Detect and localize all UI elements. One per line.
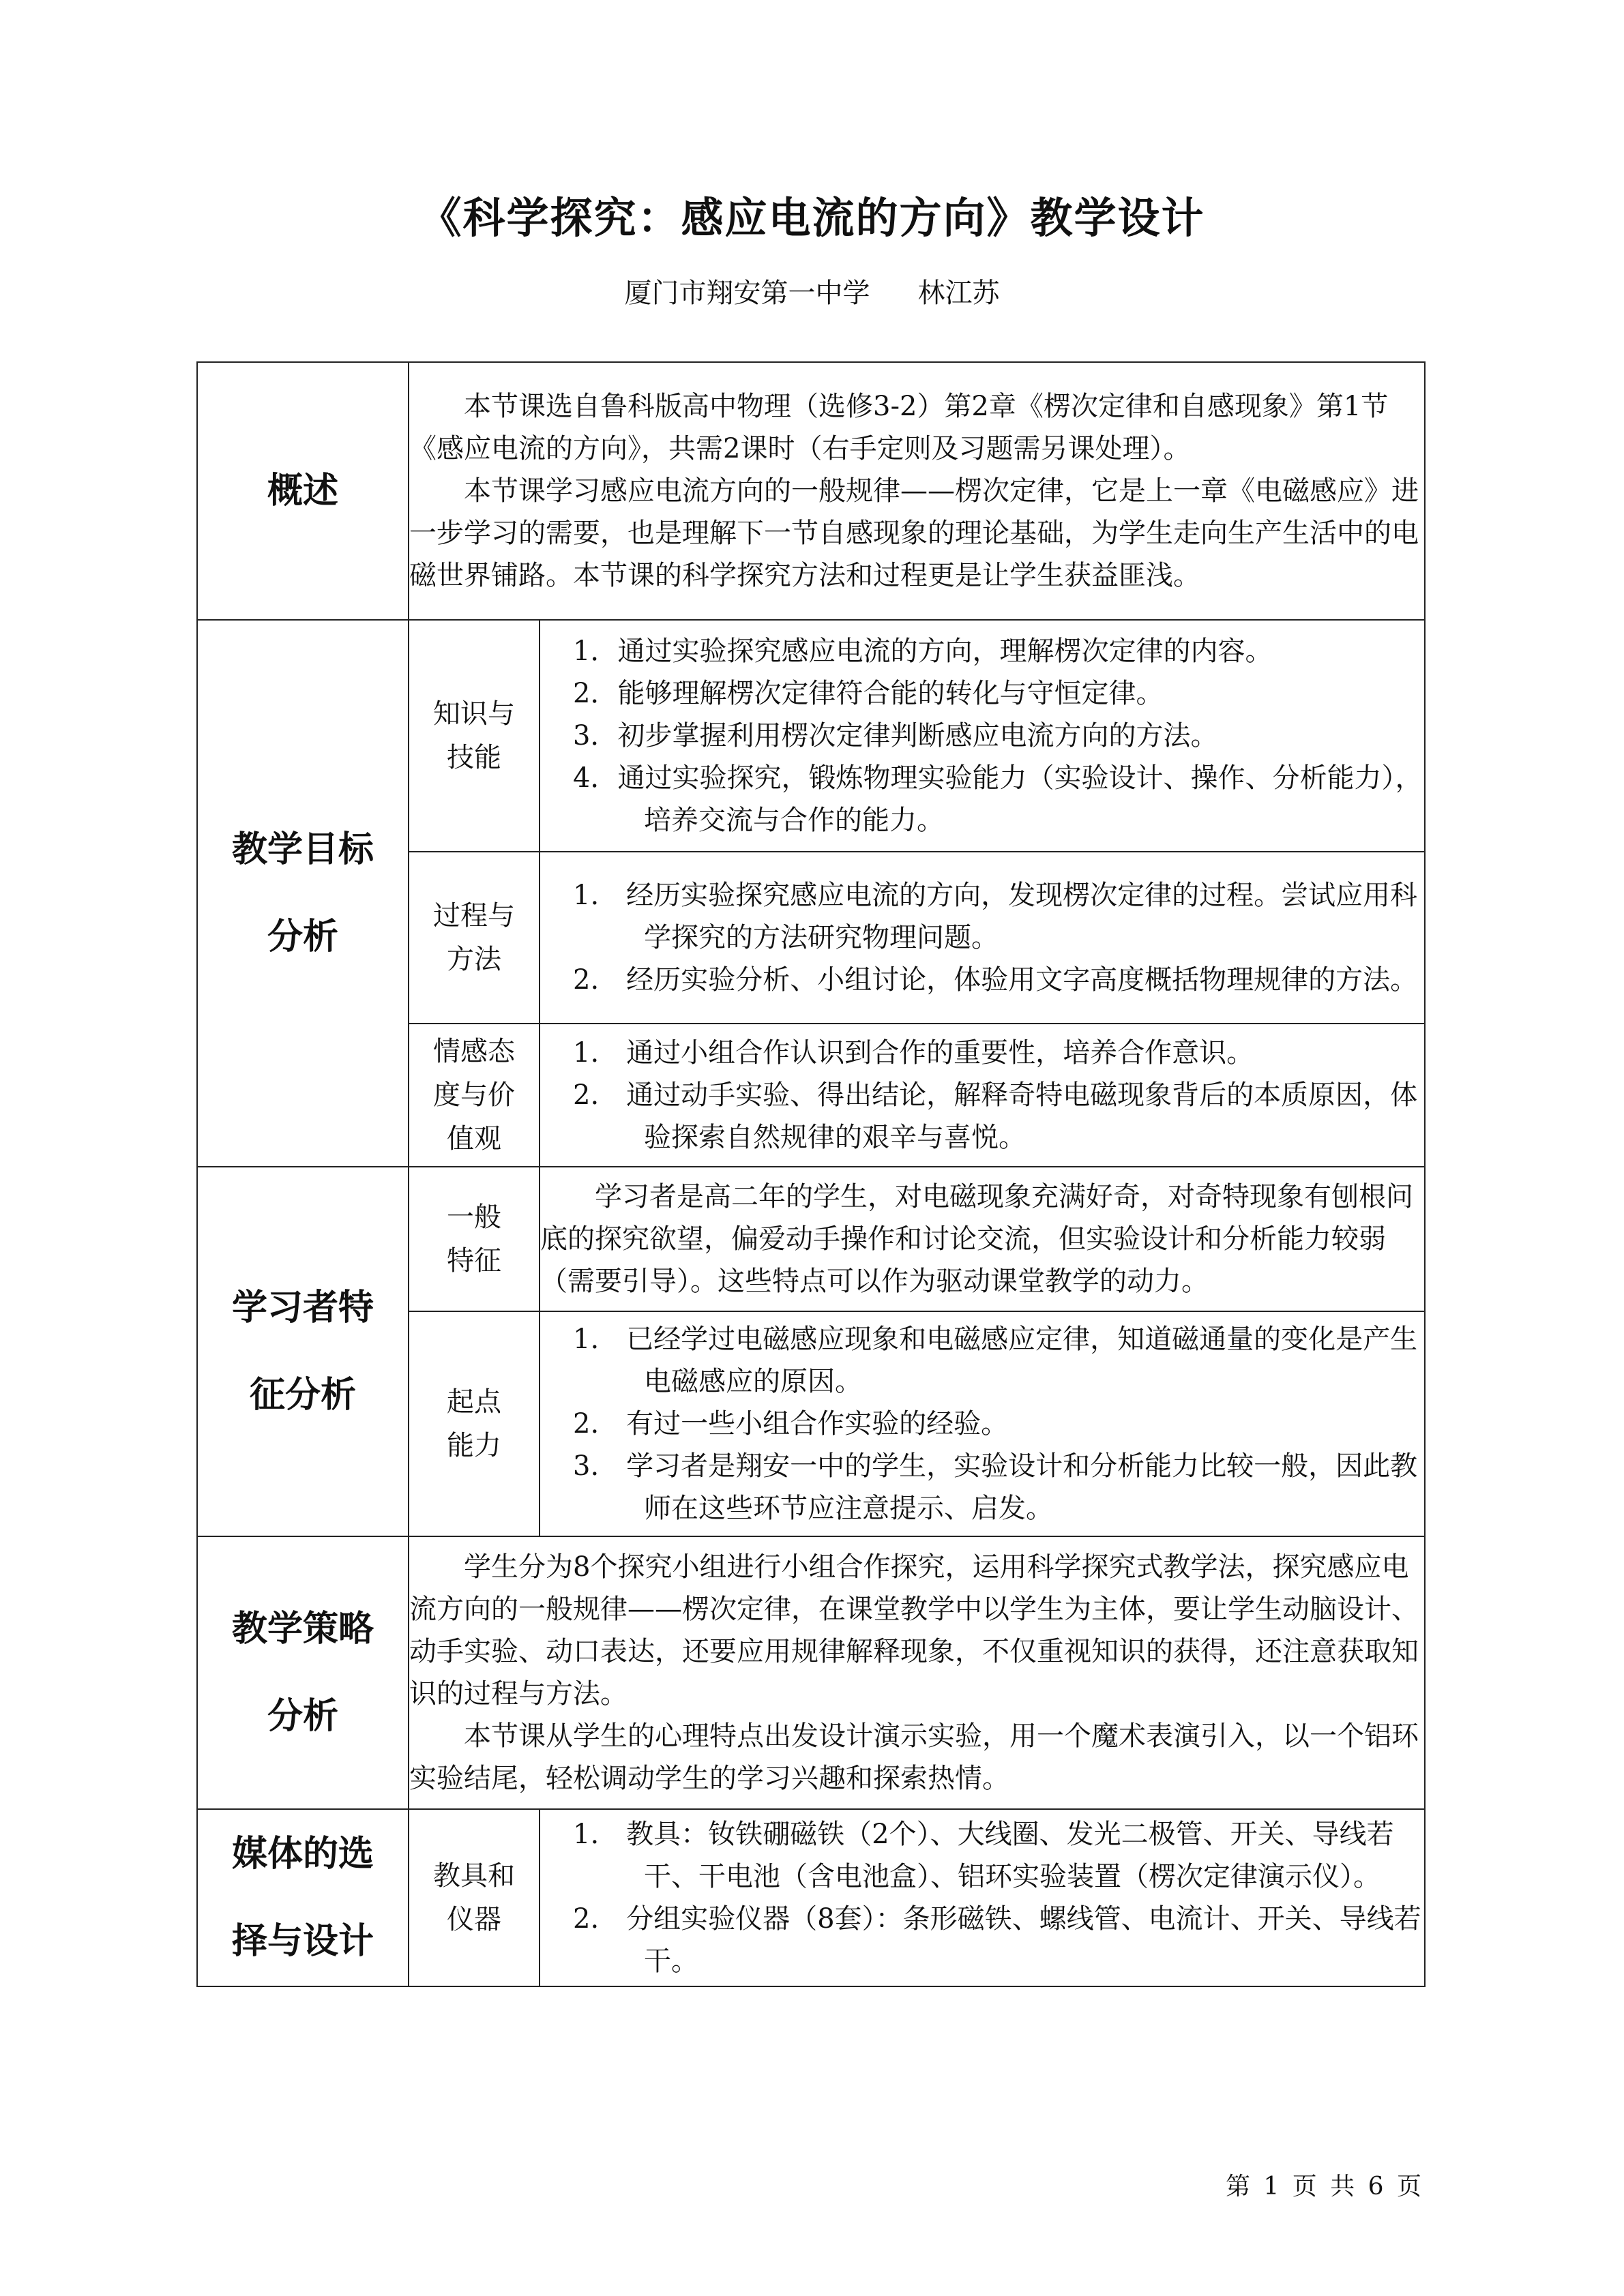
strategy-row	[197, 1536, 1425, 1809]
strategy-paragraph: 本节课从学生的心理特点出发设计演示实验，用一个魔术表演引入，以一个铝环实验结尾，轻松调动学生的学习兴趣和探索热情。	[409, 1720, 1419, 1794]
list-item: 1. 已经学过电磁感应现象和电磁感应定律，知道磁通量的变化是产生电磁感应的原因。	[573, 1324, 1418, 1397]
document-title: 《科学探究：感应电流的方向》教学设计	[419, 193, 1205, 243]
list-item: 2. 通过动手实验、得出结论，解释奇特电磁现象背后的本质原因，体验探索自然规律的艰辛与喜悦。	[573, 1079, 1418, 1153]
strategy-paragraph: 学生分为8个探究小组进行小组合作探究，运用科学探究式教学法，探究感应电流方向的一般规律——楞次定律，在课堂教学中以学生为主体，要让学生动脑设计、动手实验、动口表达，还要应用规律解释现象，不仅重视知识的获得，还注意获取知识的过程与方法。	[409, 1551, 1419, 1710]
author-line	[0, 271, 1624, 310]
overview-content	[409, 362, 1425, 620]
starting-ability-label: 起点 能力	[409, 1311, 540, 1536]
list-item: 1. 经历实验探究感应电流的方向，发现楞次定律的过程。尝试应用科学探究的方法研究物理问题。	[573, 880, 1418, 953]
list-item: 2. 经历实验分析、小组讨论，体验用文字高度概括物理规律的方法。	[573, 964, 1418, 996]
knowledge-skills-label: 知识与 技能	[409, 620, 540, 852]
attitude-values-content	[540, 1024, 1425, 1167]
overview-paragraph: 本节课选自鲁科版高中物理（选修3-2）第2章《楞次定律和自感现象》第1节《感应电流的方向》，共需2课时（右手定则及习题需另课处理）。	[409, 391, 1389, 464]
objectives-knowledge-row	[197, 620, 1425, 852]
tools-content	[540, 1809, 1425, 1986]
strategy-label: 教学策略 分析	[197, 1536, 409, 1809]
general-traits-text: 学习者是高二年的学生，对电磁现象充满好奇，对奇特现象有刨根问底的探究欲望，偏爱动手操作和讨论交流，但实验设计和分析能力较弱（需要引导）。这些特点可以作为驱动课堂教学的动力。	[540, 1181, 1413, 1297]
list-item: 2. 分组实验仪器（8套）：条形磁铁、螺线管、电流计、开关、导线若干。	[573, 1903, 1421, 1977]
list-item: 1．通过实验探究感应电流的方向，理解楞次定律的内容。	[573, 636, 1273, 667]
learners-label: 学习者特 征分析	[197, 1167, 409, 1536]
learners-general-row	[197, 1167, 1425, 1311]
list-item: 3. 学习者是翔安一中的学生，实验设计和分析能力比较一般，因此教师在这些环节应注意提示、启发。	[573, 1450, 1418, 1524]
general-traits-label: 一般 特征	[409, 1167, 540, 1311]
tools-label: 教具和 仪器	[409, 1809, 540, 1986]
general-traits-content	[540, 1167, 1425, 1311]
objectives-label: 教学目标 分析	[197, 620, 409, 1167]
knowledge-skills-content	[540, 620, 1425, 852]
media-row	[197, 1809, 1425, 1986]
overview-paragraph: 本节课学习感应电流方向的一般规律——楞次定律，它是上一章《电磁感应》进一步学习的需要，也是理解下一节自感现象的理论基础，为学生走向生产生活中的电磁世界铺路。本节课的科学探究方法和过程更是让学生获益匪浅。	[409, 475, 1419, 591]
overview-row	[197, 362, 1425, 620]
overview-label: 概述	[197, 362, 409, 620]
process-methods-label: 过程与 方法	[409, 852, 540, 1024]
list-item: 1. 通过小组合作认识到合作的重要性，培养合作意识。	[573, 1037, 1254, 1069]
strategy-content	[409, 1536, 1425, 1809]
list-item: 1. 教具：钕铁硼磁铁（2个）、大线圈、发光二极管、开关、导线若干、干电池（含电池盒）、铝环实验装置（楞次定律演示仪）。	[573, 1819, 1394, 1892]
media-label: 媒体的选 择与设计	[197, 1809, 409, 1986]
author-name: 林江苏	[917, 278, 1000, 309]
process-methods-content	[540, 852, 1425, 1024]
lesson-plan-table	[196, 361, 1426, 1987]
page-number: 第 1 页 共 6 页	[1225, 2173, 1424, 2201]
attitude-values-label: 情感态 度与价 值观	[409, 1024, 540, 1167]
starting-ability-content	[540, 1311, 1425, 1536]
list-item: 3．初步掌握利用楞次定律判断感应电流方向的方法。	[573, 720, 1218, 751]
list-item: 2. 有过一些小组合作实验的经验。	[573, 1408, 1009, 1440]
author-school: 厦门市翔安第一中学	[624, 278, 870, 309]
list-item: 4．通过实验探究，锻炼物理实验能力（实验设计、操作、分析能力），培养交流与合作的能力。	[573, 762, 1423, 836]
list-item: 2．能够理解楞次定律符合能的转化与守恒定律。	[573, 678, 1164, 709]
